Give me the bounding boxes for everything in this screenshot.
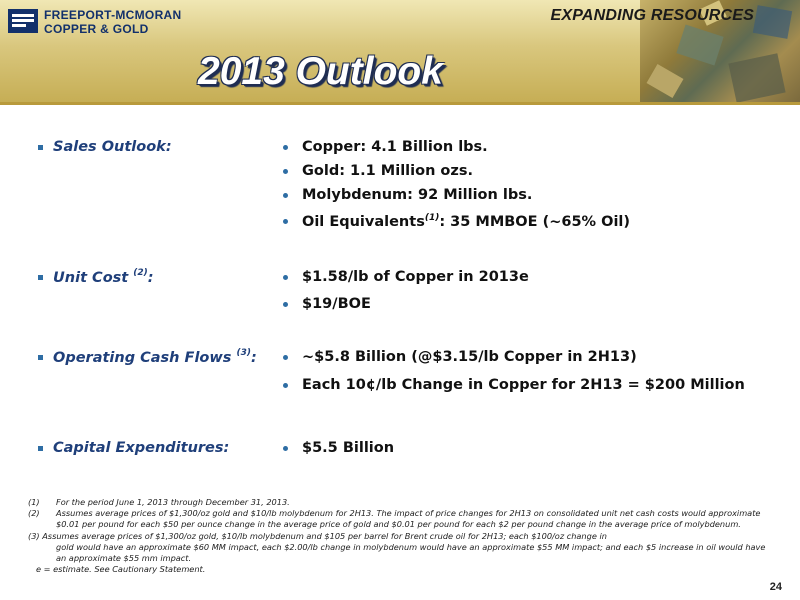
footnotes	[28, 497, 768, 575]
bullet-icon	[283, 169, 288, 174]
section-bullet-icon	[38, 446, 43, 451]
section-bullet-icon	[38, 145, 43, 150]
bullet-icon	[283, 355, 288, 360]
footnote-1: (1) For the period June 1, 2013 through December 31, 2013.	[28, 497, 290, 507]
estimate-note: e = estimate. See Cautionary Statement.	[36, 564, 206, 575]
company-name	[44, 8, 181, 36]
page-number: 24	[769, 581, 782, 593]
section-label: Sales Outlook:	[53, 139, 172, 155]
page-title: 2013 Outlook	[198, 50, 443, 93]
footnote-ref: (1)	[424, 213, 440, 223]
header-tagline: EXPANDING RESOURCES	[550, 7, 754, 24]
company-name-line1: FREEPORT-MCMORAN	[44, 8, 182, 22]
bullet-icon	[283, 145, 288, 150]
section-bullet-icon	[38, 355, 43, 360]
header-banner	[0, 0, 800, 102]
footnote-3: (3) Assumes average prices of $1,300/oz gold, $10/lb molybdenum and $105 per barrel for Brent crude oil for 2H13; each $100/oz change in gold would have an approximate $60 MM impact, each $2.00/lb change in molybdenum would have an approximate $55 MM impact; and each $5 increase in oil would have an approximate $55 mm impact.	[28, 530, 766, 564]
footnote-ref: (2)	[133, 268, 148, 278]
footnote-2: (2) Assumes average prices of $1,300/oz gold and $10/lb molybdenum for 2H13. The impact of price changes for 2H13 on consolidated unit net cash costs would approximate $0.01 per pound for each $50 per ounce change in the average price of gold and $0.01 per pound for each $2 per pound change in the average price of molybdenum.	[28, 508, 761, 530]
bullet-icon	[283, 219, 288, 224]
bullet-icon	[283, 302, 288, 307]
section-label: Unit Cost $^{(2)}$:	[53, 268, 154, 286]
bullet-icon	[283, 193, 288, 198]
section-bullet-icon	[38, 275, 43, 280]
section-label: Capital Expenditures:	[53, 440, 230, 456]
bullet-icon	[283, 275, 288, 280]
footnote-ref: (3)	[236, 348, 251, 358]
bullet-icon	[283, 446, 288, 451]
company-logo-icon	[8, 9, 38, 33]
company-name-line2: COPPER & GOLD	[44, 22, 149, 36]
section-label: Operating Cash Flows $^{(3)}$:	[53, 348, 257, 366]
bullet-icon	[283, 383, 288, 388]
header-divider	[0, 102, 800, 105]
